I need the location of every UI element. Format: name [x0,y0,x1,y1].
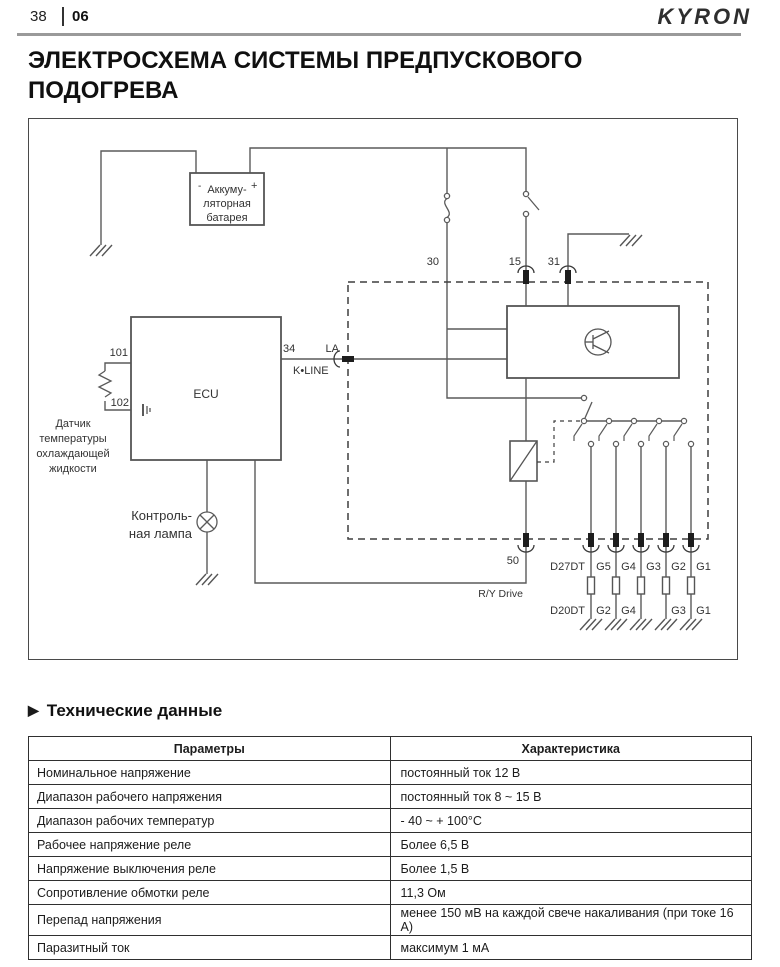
sensor-label-4: жидкости [49,463,97,475]
brand-logo: KYRON [657,4,752,29]
battery-minus: - [198,181,202,192]
sensor-label-2: температуры [39,433,107,445]
value-cell: Более 6,5 В [390,833,752,857]
ground-icon [630,619,652,630]
battery [190,173,264,225]
parameter-cell: Сопротивление обмотки реле [29,881,391,905]
glow-contacts [574,418,694,446]
table-row [29,881,752,905]
d27dt-label: D27DT [550,561,585,573]
parameter-cell: Напряжение выключения реле [29,857,391,881]
d20-2: G4 [621,605,636,617]
tech-data-table [28,736,752,960]
parameter-cell: Номинальное напряжение [29,761,391,785]
pin-34-label: 34 [283,343,296,355]
glow-plugs [588,577,695,594]
parameter-cell: Рабочее напряжение реле [29,833,391,857]
sensor-label-1: Датчик [55,418,91,430]
value-cell: Более 1,5 В [390,857,752,881]
d27-g3: G3 [646,561,661,573]
value-cell: постоянный ток 8 ~ 15 В [390,785,752,809]
ground-icon [90,245,112,256]
d27-g1: G1 [696,561,711,573]
d20-1: G2 [596,605,611,617]
d20-4: G3 [671,605,686,617]
page-title-line2: ПОДОГРЕВА [28,77,179,104]
d20-5: G1 [696,605,711,617]
battery-label-1: Аккуму- [207,184,247,196]
lamp-label-2: ная лампа [128,526,192,541]
pin-15-label: 15 [508,256,521,268]
value-cell: менее 150 мВ на каждой свече накаливания (при токе 16 А) [390,905,752,936]
table-row [29,833,752,857]
pin-101-label: 101 [109,347,128,359]
warning-lamp-icon [197,512,217,532]
relay-coil-icon [510,421,581,481]
ground-icon [620,235,642,246]
kline-label: K•LINE [293,365,329,377]
pin-30-label: 30 [426,256,439,268]
battery-label-3: батарея [206,212,248,224]
page-header [0,0,780,36]
ecu-box [131,317,281,460]
wiring-diagram [28,118,738,660]
parameter-cell: Диапазон рабочего напряжения [29,785,391,809]
sensor-label-3: охлаждающей [36,448,110,460]
battery-label-2: ляторная [203,198,251,210]
table-row [29,809,752,833]
page-number: 38 [30,8,47,25]
chapter-number: 06 [72,8,89,25]
parameter-cell: Диапазон рабочих температур [29,809,391,833]
d27-g2: G2 [671,561,686,573]
page-title-line1: ЭЛЕКТРОСХЕМА СИСТЕМЫ ПРЕДПУСКОВОГО [28,47,583,74]
d20dt-label: D20DT [550,605,585,617]
lamp-label-1: Контроль- [131,508,192,523]
ecu-label: ECU [193,387,219,401]
parameter-cell: Паразитный ток [29,936,391,960]
parameter-cell: Перепад напряжения [29,905,391,936]
table-row [29,905,752,936]
header-divider [62,7,64,26]
table-row [29,936,752,960]
value-cell: постоянный ток 12 В [390,761,752,785]
d27-g4: G4 [621,561,636,573]
table-row [29,857,752,881]
la-label: LA [325,343,339,355]
section-header [28,701,222,721]
ignition-switch-icon [523,191,539,216]
section-title: Технические данные [46,701,223,720]
value-cell: 11,3 Ом [390,881,752,905]
ground-icon [196,574,218,585]
table-row [29,785,752,809]
d27-g5: G5 [596,561,611,573]
ground-icon [580,619,602,630]
battery-plus: + [251,180,258,192]
ground-icon [655,619,677,630]
value-cell: - 40 ~ + 100°C [390,809,752,833]
value-cell: максимум 1 мА [390,936,752,960]
ry-drive-label: R/Y Drive [478,588,523,600]
header-rule [17,33,741,36]
table-row [29,761,752,785]
ground-icon [680,619,702,630]
pin-31-label: 31 [547,256,560,268]
page-title [28,46,728,106]
col-header-parameters: Параметры [29,737,391,761]
table-header-row [29,737,752,761]
glow-relay-module [507,306,679,378]
ground-icon [605,619,627,630]
section-marker-icon: ▶ [28,702,39,718]
fuse-icon [444,193,449,222]
main-relay-contact-icon [581,395,592,418]
glow-system-schematic [29,119,736,658]
pin-50-label: 50 [506,555,519,567]
col-header-characteristic: Характеристика [390,737,752,761]
pin-102-label: 102 [110,397,129,409]
